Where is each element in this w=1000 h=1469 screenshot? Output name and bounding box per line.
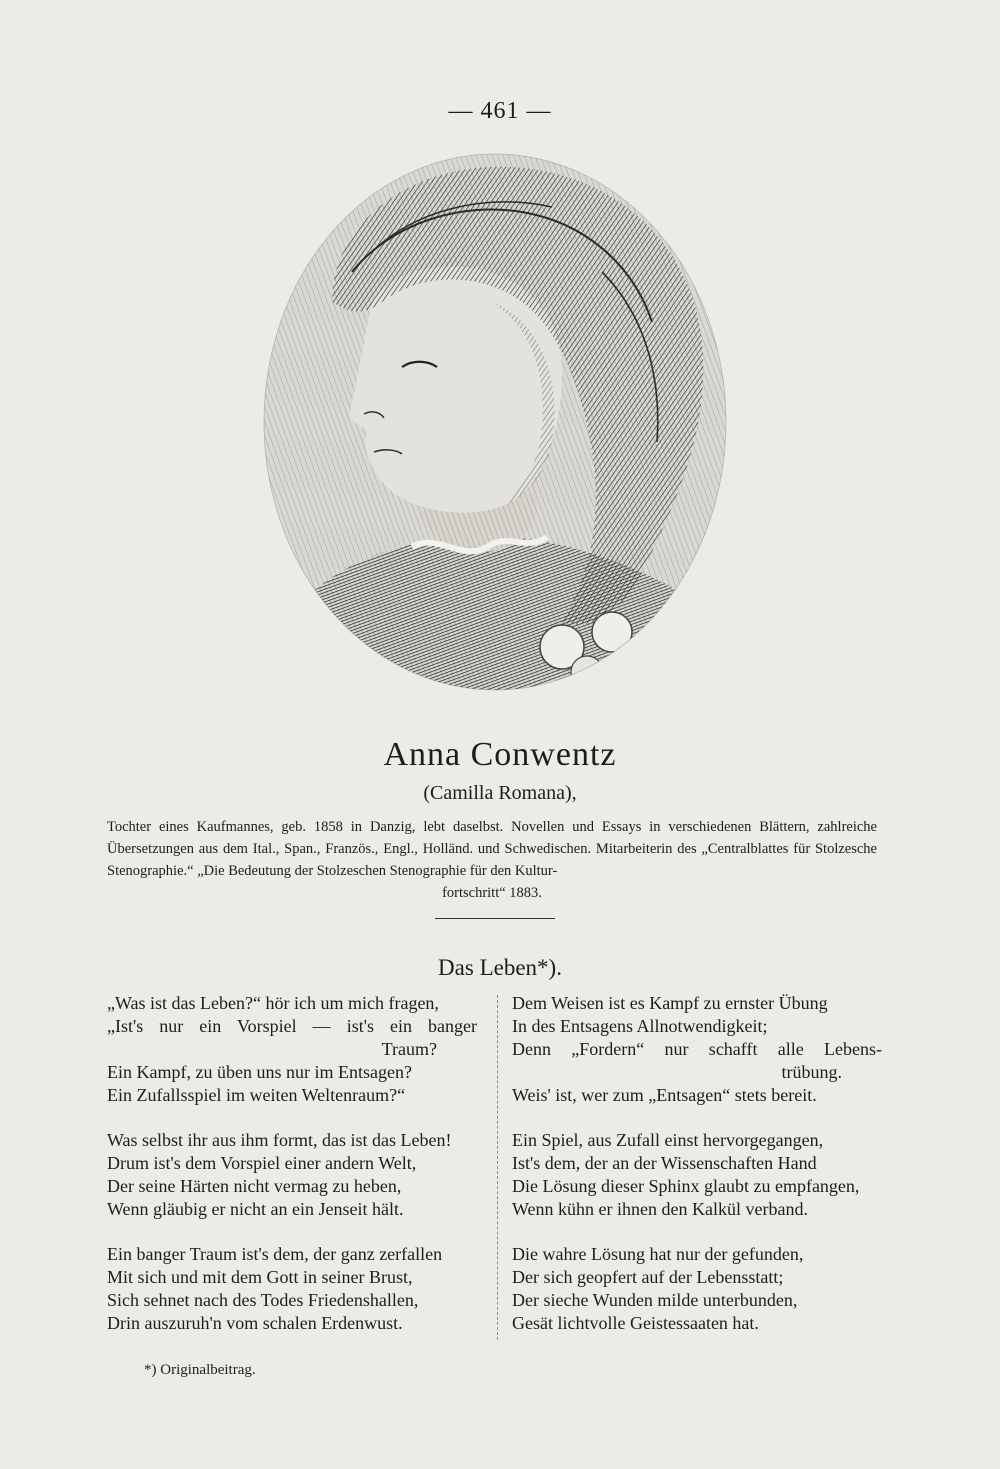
verse-line: Dem Weisen ist es Kampf zu ernster Übung xyxy=(512,993,828,1013)
verse-line: Drin auszuruh'n vom schalen Erdenwust. xyxy=(107,1313,403,1333)
portrait-engraving xyxy=(262,152,728,692)
stanza xyxy=(512,1243,882,1335)
verse-line: Denn „Fordern“ nur schafft alle Lebens- xyxy=(512,1039,882,1059)
poem-title: Das Leben*). xyxy=(438,955,562,980)
verse-line: Mit sich und mit dem Gott in seiner Brust, xyxy=(107,1267,413,1287)
poem-column-right xyxy=(512,992,882,1357)
stanza xyxy=(512,992,882,1107)
verse-line: Sich sehnet nach des Todes Friedenshallen, xyxy=(107,1290,419,1310)
verse-line: Der seine Härten nicht vermag zu heben, xyxy=(107,1176,402,1196)
column-divider xyxy=(497,995,498,1340)
verse-line: Wenn kühn er ihnen den Kalkül verband. xyxy=(512,1199,808,1219)
bio-last-line: fortschritt“ 1883. xyxy=(442,885,542,901)
verse-line: Ist's dem, der an der Wissenschaften Hand xyxy=(512,1153,817,1173)
verse-line: Drum ist's dem Vorspiel einer andern Welt, xyxy=(107,1153,417,1173)
poem-column-left xyxy=(107,992,477,1357)
verse-line: Ein Kampf, zu üben uns nur im Entsagen? xyxy=(107,1062,412,1082)
verse-line: Gesät lichtvolle Geistessaaten hat. xyxy=(512,1313,759,1333)
verse-line: Ein Zufallsspiel im weiten Weltenraum?“ xyxy=(107,1085,406,1105)
stanza xyxy=(107,1129,477,1221)
verse-line: In des Entsagens Allnotwendigkeit; xyxy=(512,1016,768,1036)
page-number: — 461 — xyxy=(448,98,552,124)
verse-line: „Ist's nur ein Vorspiel — ist's ein banger xyxy=(107,1016,477,1036)
stanza xyxy=(512,1129,882,1221)
section-divider xyxy=(435,918,555,919)
verse-line: Wenn gläubig er nicht an ein Jenseit hält. xyxy=(107,1199,404,1219)
verse-line: Der sieche Wunden milde unterbunden, xyxy=(512,1290,798,1310)
author-pseudonym: (Camilla Romana), xyxy=(423,782,577,804)
verse-line: Ein Spiel, aus Zufall einst hervorgegangen, xyxy=(512,1130,824,1150)
footnote: *) Originalbeitrag. xyxy=(144,1362,256,1378)
verse-line: Die Lösung dieser Sphinx glaubt zu empfangen, xyxy=(512,1176,860,1196)
verse-line: Der sich geopfert auf der Lebensstatt; xyxy=(512,1267,784,1287)
verse-line: Ein banger Traum ist's dem, der ganz zerfallen xyxy=(107,1244,443,1264)
bio-text: Tochter eines Kaufmannes, geb. 1858 in Danzig, lebt daselbst. Novellen und Essays in verschiedenen Blättern, zahlreiche Übersetzungen aus dem Ital., Span., Französ., Engl., Holländ. und Schwedischen. Mitarbeiterin des „Centralblattes für Stolzesche Stenographie.“ „Die Bedeutung der Stolzeschen Stenographie für den Kultur- xyxy=(107,819,877,879)
verse-line: Die wahre Lösung hat nur der gefunden, xyxy=(512,1244,804,1264)
stanza xyxy=(107,992,477,1107)
verse-line: Was selbst ihr aus ihm formt, das ist das Leben! xyxy=(107,1130,452,1150)
author-name: Anna Conwentz xyxy=(383,736,617,773)
stanza xyxy=(107,1243,477,1335)
verse-line: trübung. xyxy=(781,1062,842,1082)
author-biography xyxy=(107,816,877,904)
verse-line: Weis' ist, wer zum „Entsagen“ stets bereit. xyxy=(512,1085,817,1105)
verse-line: „Was ist das Leben?“ hör ich um mich fragen, xyxy=(107,993,439,1013)
verse-line: Traum? xyxy=(381,1039,437,1059)
